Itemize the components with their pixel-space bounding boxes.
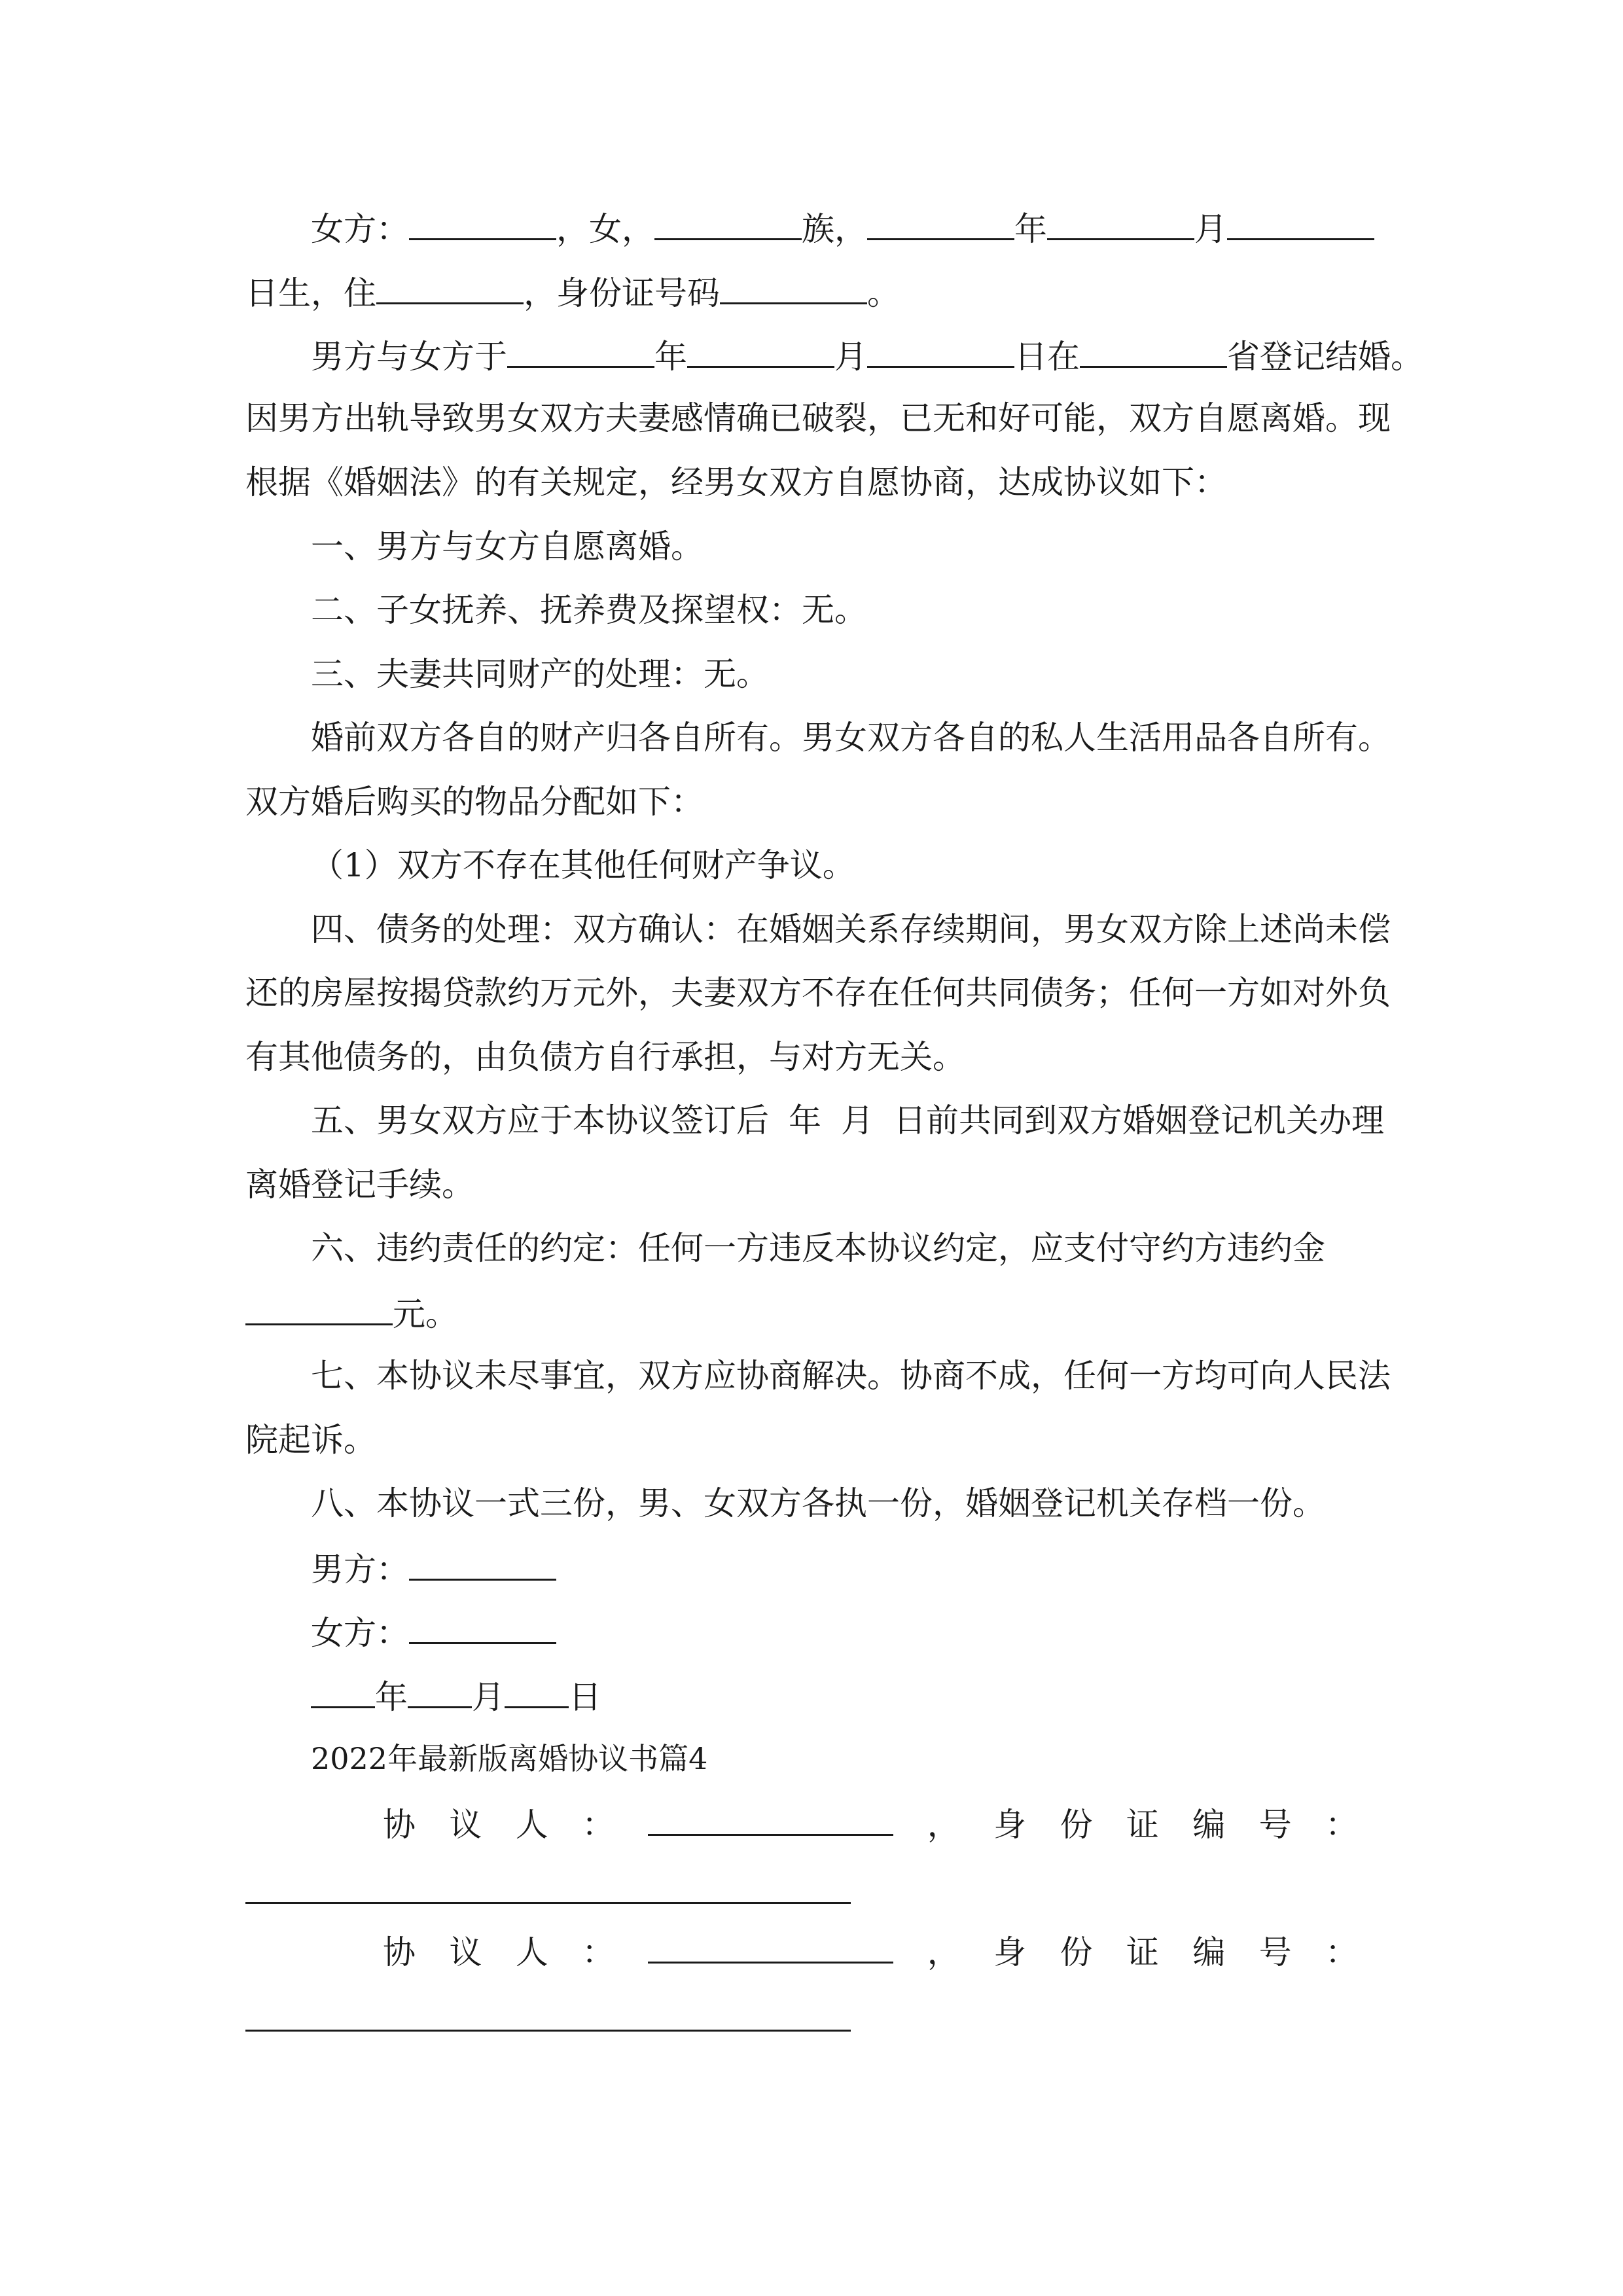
party-1-name-blank [648,1803,893,1836]
female-id-blank [720,271,867,304]
marriage-day-blank [867,334,1014,368]
female-info-line-2: 日生，住 ，身份证号码 。 [245,271,900,314]
section-4-title: 2022年最新版离婚协议书篇4 [311,1741,708,1776]
marriage-month-blank [687,334,834,368]
clause-8: 八、本协议一式三份，男、女双方各执一份，婚姻登记机关存档一份。 [311,1484,1325,1522]
clause-3: 三、夫妻共同财产的处理：无。 [311,655,769,693]
clause-5-line-2: 离婚登记手续。 [245,1166,474,1204]
clause-3-para-line-1: 婚前双方各自的财产归各自所有。男女双方各自的私人生活用品各自所有。 [311,719,1391,757]
male-signature-blank [409,1547,556,1581]
female-ethnic-blank [654,207,802,240]
date-year-blank [311,1675,375,1708]
party-1-row: 协 议 人 ： ， 身 份 证 编 号 ： [383,1803,1358,1845]
marriage-line-2: 因男方出轨导致男女双方夫妻感情确已破裂，已无和好可能，双方自愿离婚。现 [245,399,1391,437]
marriage-line-3: 根据《婚姻法》的有关规定，经男女双方自愿协商，达成协议如下： [245,463,1227,501]
female-address-blank [376,271,524,304]
party-1-id-blank [245,1902,851,1904]
clause-7-line-2: 院起诉。 [245,1421,376,1459]
clause-3-para-line-2: 双方婚后购买的物品分配如下： [245,783,704,821]
party-2-row: 协 议 人 ： ， 身 份 证 编 号 ： [383,1930,1358,1973]
marriage-year-blank [507,334,654,368]
female-signature-blank [409,1611,556,1644]
date-day-blank [505,1675,569,1708]
clause-1: 一、男方与女方自愿离婚。 [311,528,704,565]
party-2-name-blank [648,1930,893,1964]
clause-6-line-2: 元。 [245,1292,458,1335]
marriage-line-1: 男方与女方于 年 月 日在 省登记结婚。 [311,334,1423,377]
clause-5-line-1: 五、男女双方应于本协议签订后 年 月 日前共同到双方婚姻登记机关办理 [311,1102,1384,1139]
female-birth-year-blank [867,207,1014,240]
clause-4-line-2: 还的房屋按揭贷款约万元外，夫妻双方不存在任何共同债务；任何一方如对外负 [245,974,1391,1012]
clause-7-line-1: 七、本协议未尽事宜，双方应协商解决。协商不成，任何一方均可向人民法 [311,1357,1391,1395]
party-2-id-blank [245,2030,851,2032]
marriage-province-blank [1080,334,1227,368]
female-birth-day-blank [1227,207,1374,240]
date-month-blank [408,1675,472,1708]
penalty-amount-blank [245,1292,393,1325]
clause-6-line-1: 六、违约责任的约定：任何一方违反本协议约定，应支付守约方违约金 [311,1229,1325,1267]
clause-4-line-3: 有其他债务的，由负债方自行承担，与对方无关。 [245,1038,965,1076]
clause-2: 二、子女抚养、抚养费及探望权：无。 [311,591,867,629]
clause-4-line-1: 四、债务的处理：双方确认：在婚姻关系存续期间，男女双方除上述尚未偿 [311,910,1391,948]
female-name-blank [409,207,556,240]
female-info-line: 女方： ，女， 族， 年 月 [311,207,1374,249]
signing-date-line: 年 月 日 [311,1675,601,1717]
female-birth-month-blank [1047,207,1194,240]
male-signature-line: 男方： [311,1547,556,1590]
female-signature-line: 女方： [311,1611,556,1653]
clause-3-item-1: （1）双方不存在其他任何财产争议。 [311,846,855,884]
